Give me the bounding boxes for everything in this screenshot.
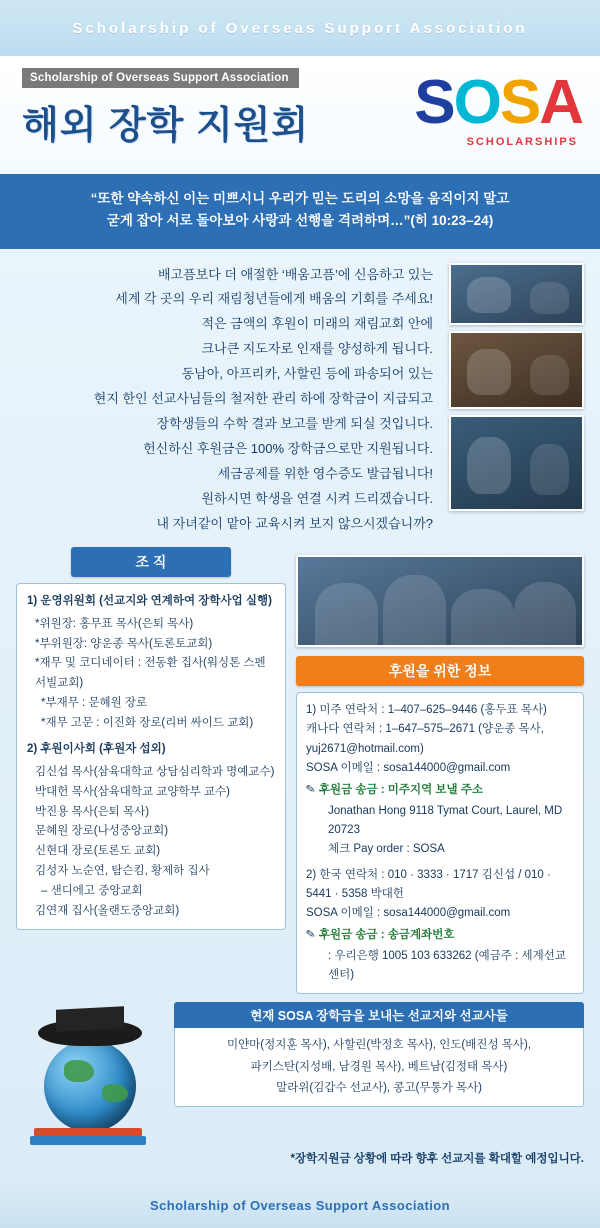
logo-letter-s2: S bbox=[499, 68, 540, 137]
mission-line: 파키스탄(지성배, 남경원 목사), 베트남(김정태 목사) bbox=[250, 1060, 508, 1073]
logo-letter-a: A bbox=[539, 68, 582, 137]
org-item: *재무 고문 : 이진화 장로(리버 싸이드 교회) bbox=[41, 716, 254, 729]
org-item: 김성자 노순연, 탐슨킴, 황제하 집사 bbox=[35, 864, 210, 877]
korea-remittance-row bbox=[306, 926, 574, 945]
intro-line: 동남아, 아프리카, 사할린 등에 파송되어 있는 bbox=[181, 366, 433, 382]
korea-contact: 2) 한국 연락처 : 010 · 3333 · 1717 김신섭 / 010 · 5441 · 5358 박대헌 bbox=[306, 868, 551, 900]
photo-students-holding-certificate bbox=[449, 263, 584, 325]
logo-subtitle: SCHOLARSHIPS bbox=[466, 136, 578, 148]
intro-line: 내 자녀같이 맡아 교육시켜 보지 않으시겠습니까? bbox=[156, 516, 433, 532]
intro-line: 세금공제를 위한 영수증도 발급됩니다! bbox=[217, 466, 433, 482]
korea-account-number: : 우리은행 1005 103 633262 (예금주 : 세계선교센터) bbox=[328, 949, 566, 982]
org-item: 박대헌 목사(삼육대학교 교양학부 교수) bbox=[35, 785, 230, 798]
page-title: 해외 장학 지원회 bbox=[22, 105, 310, 147]
book-icon bbox=[30, 1136, 146, 1145]
sosa-email-korea: SOSA 이메일 : sosa144000@gmail.com bbox=[306, 907, 511, 920]
korea-remittance-title: 후원금 송금 : 송금계좌번호 bbox=[318, 929, 455, 942]
org-item: 박진용 목사(은퇴 목사) bbox=[35, 805, 150, 818]
usa-check-payorder: 체크 Pay order : SOSA bbox=[328, 843, 445, 856]
intro-line: 세계 각 곳의 우리 재림청년들에게 배움의 기회를 주세요! bbox=[115, 291, 433, 307]
masthead bbox=[0, 56, 600, 174]
top-banner bbox=[0, 0, 600, 56]
footer bbox=[0, 1182, 600, 1228]
org-item: 신현대 장로(토론도 교회) bbox=[35, 845, 161, 858]
masthead-left bbox=[22, 68, 309, 149]
scripture-banner bbox=[0, 174, 600, 249]
intro-text bbox=[16, 263, 439, 537]
expansion-note: *장학지원금 상황에 따라 향후 선교지를 확대할 예정입니다. bbox=[290, 1153, 584, 1166]
canada-contact: 캐나다 연락처 : 1–647–575–2671 (양운종 목사, yuj2671@hotmail.com) bbox=[306, 723, 544, 755]
intro-line: 장학생들의 수학 결과 보고를 받게 되실 것입니다. bbox=[156, 416, 433, 432]
organization-tag: Scholarship of Overseas Support Association bbox=[22, 68, 299, 88]
org-item: – 샌디에고 중앙교회 bbox=[41, 884, 143, 897]
intro-line: 현지 한인 선교사님들의 철저한 관리 하에 장학금이 지급되고 bbox=[93, 391, 433, 407]
main-content bbox=[0, 249, 600, 1183]
top-banner-text: Scholarship of Overseas Support Association bbox=[72, 19, 528, 37]
pencil-icon: ✎ bbox=[304, 783, 317, 798]
lower-columns bbox=[16, 547, 584, 994]
intro-section bbox=[16, 263, 584, 537]
photo-scholarship-award-ceremony bbox=[296, 555, 584, 647]
graduation-cap-icon bbox=[38, 1020, 142, 1046]
intro-photo-column bbox=[449, 263, 584, 537]
mission-section bbox=[16, 994, 584, 1142]
usa-contact: 1) 미주 연락처 : 1–407–625–9446 (홍두표 목사) bbox=[306, 704, 547, 717]
usa-remittance-row bbox=[306, 781, 574, 800]
intro-line: 크나큰 지도자로 인재를 양성하게 됩니다. bbox=[201, 341, 433, 357]
globe-landmass bbox=[64, 1060, 94, 1082]
org-item: *부위원장: 양운종 목사(토론토교회) bbox=[35, 637, 213, 650]
mission-body bbox=[174, 1028, 584, 1107]
support-card bbox=[296, 692, 584, 994]
sosa-email-usa: SOSA 이메일 : sosa144000@gmail.com bbox=[306, 761, 511, 774]
pencil-icon: ✎ bbox=[304, 928, 317, 943]
intro-line: 헌신하신 후원금은 100% 장학금으로만 지원됩니다. bbox=[143, 441, 433, 457]
org-item: 김신섭 목사(삼육대학교 상담심리학과 명예교수) bbox=[35, 766, 275, 779]
intro-line: 원하시면 학생을 연결 시켜 드리겠습니다. bbox=[201, 491, 433, 507]
org-item: *재무 및 코디네이터 : 전동환 집사(워싱톤 스펜서빌교회) bbox=[35, 657, 266, 690]
mission-card bbox=[174, 1002, 584, 1107]
globe-graduation-illustration bbox=[16, 1002, 166, 1142]
usa-address: Jonathan Hong 9118 Tymat Court, Laurel, MD 20723 bbox=[328, 804, 563, 836]
mission-line: 미얀마(정지훈 목사), 사할린(박정호 목사), 인도(배진성 목사), bbox=[226, 1039, 532, 1052]
sosa-logo bbox=[414, 68, 582, 137]
org-item: *위원장: 홍무표 목사(은퇴 목사) bbox=[35, 617, 194, 630]
organization-card bbox=[16, 583, 286, 930]
org-item: 김연재 집사(올랜도중앙교회) bbox=[35, 904, 180, 917]
org-section1-title: 1) 운영위원회 (선교지와 연계하여 장학사업 실행) bbox=[27, 595, 272, 608]
org-section2-title: 2) 후원이사회 (후원자 섭외) bbox=[27, 743, 166, 756]
support-column bbox=[296, 547, 584, 994]
org-item: 문혜원 장로(나성중앙교회) bbox=[35, 825, 169, 838]
intro-line: 적은 금액의 후원이 미래의 재림교회 안에 bbox=[201, 316, 433, 332]
logo-letter-s1: S bbox=[414, 68, 454, 137]
intro-line: 배고픔보다 더 애절한 ‘배움고픔’에 신음하고 있는 bbox=[158, 266, 433, 282]
support-heading: 후원을 위한 정보 bbox=[296, 656, 584, 686]
organization-column bbox=[16, 547, 286, 994]
globe-landmass bbox=[102, 1084, 128, 1102]
logo-letter-o: O bbox=[453, 68, 500, 137]
organization-heading: 조 직 bbox=[71, 547, 231, 577]
mission-line: 말라위(김갑수 선교사), 콩고(무통가 목사) bbox=[276, 1081, 482, 1094]
scripture-line-2: 굳게 잡아 서로 돌아보아 사랑과 선행을 격려하며…”(히 10:23–24) bbox=[106, 213, 494, 229]
photo-classroom bbox=[449, 331, 584, 409]
scripture-line-1: “또한 약속하신 이는 미쁘시니 우리가 믿는 도리의 소망을 움직이지 말고 bbox=[90, 191, 510, 206]
usa-remittance-title: 후원금 송금 : 미주지역 보낼 주소 bbox=[318, 784, 484, 797]
mission-title: 현재 SOSA 장학금을 보내는 선교지와 선교사들 bbox=[174, 1002, 584, 1028]
photo-student-portrait bbox=[449, 415, 584, 511]
footer-text: Scholarship of Overseas Support Association bbox=[150, 1197, 450, 1213]
org-item: *부재무 : 문혜원 장로 bbox=[41, 696, 148, 709]
